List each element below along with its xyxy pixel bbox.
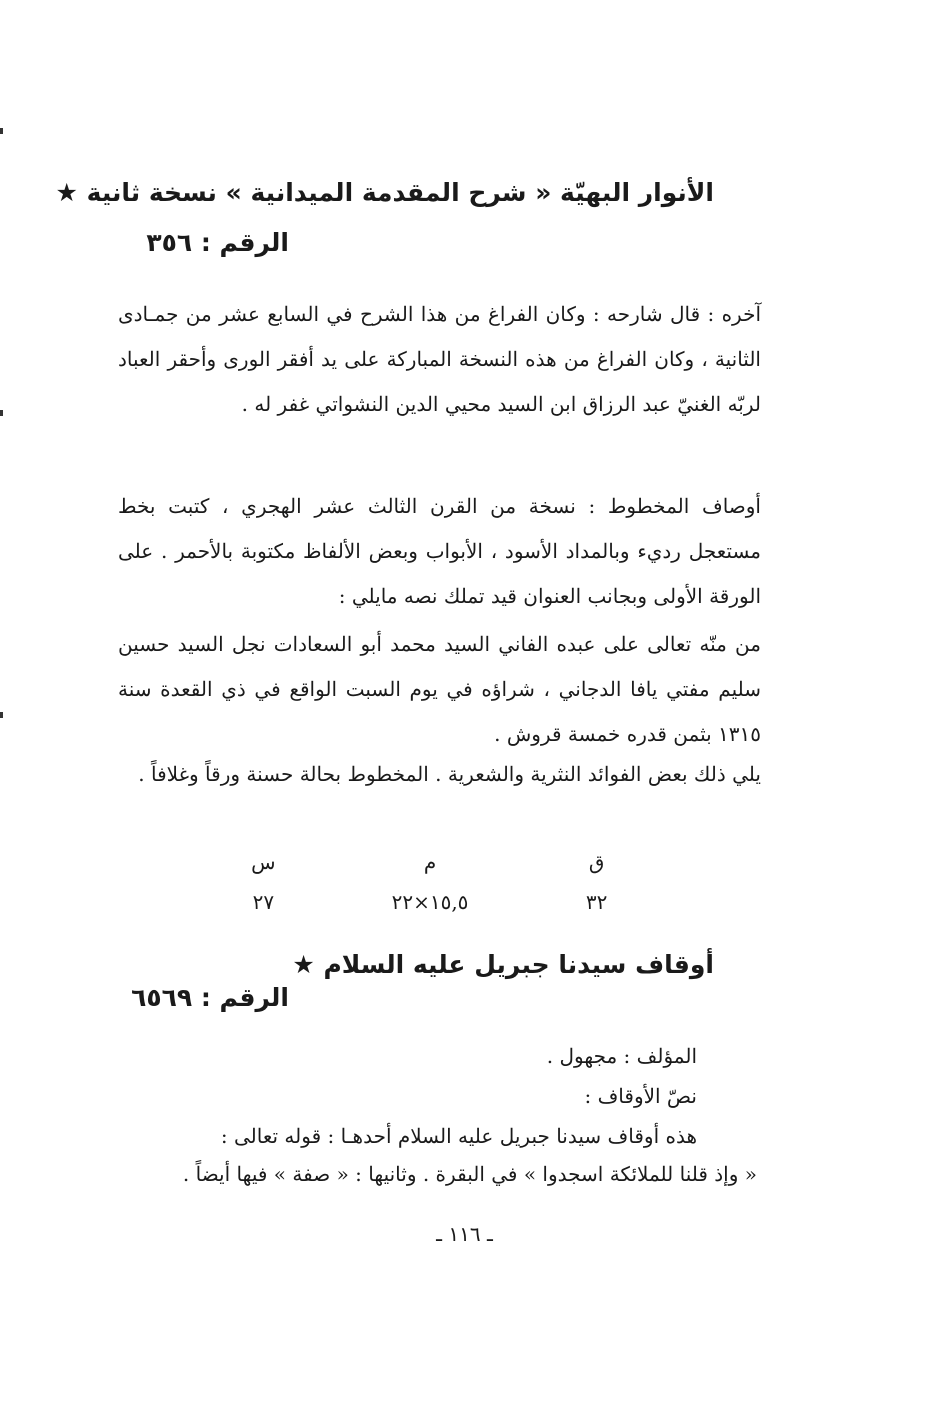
manuscript-description-paragraph: أوصاف المخطوط : نسخة من القرن الثالث عشر الهجري ، كتبت بخط مستعجل رديء وبالمداد الأسود ، الأبواب وبعض الألفاظ مكتوبة بالأحمر . على الورقة الأولى وبجانب العنوان قيد تملك نصه مايلي : (118, 494, 761, 608)
entry-ending-paragraph: آخره : قال شارحه : وكان الفراغ من هذا الشرح في السابع عشر من جمـادى الثانية ، وكان الفراغ من هذه النسخة المباركة على يد أفقر الورى وأحقر العباد لربّه الغنيّ عبد الرزاق ابن السيد محيي الدين النشواتي غفر له . (118, 302, 761, 416)
scan-mark (0, 410, 3, 416)
entry-number: الرقم : ٣٥٦ (146, 228, 289, 257)
dimension-value: ٢٧ (252, 890, 275, 914)
dimension-value: ١٥,٥×٢٢ (391, 890, 469, 914)
entry-title: أوقاف سيدنا جبريل عليه السلام ★ (292, 950, 714, 979)
text-label: نصّ الأوقاف : (584, 1084, 697, 1108)
scan-mark (0, 712, 3, 718)
entry-title: الأنوار البهيّة « شرح المقدمة الميدانية » نسخة ثانية ★ (55, 178, 714, 207)
dimensions-table (180, 842, 680, 922)
dimension-value: ٣٢ (585, 890, 608, 914)
condition-paragraph: يلي ذلك بعض الفوائد النثرية والشعرية . المخطوط بحالة حسنة ورقاً وغلافاً . (138, 762, 761, 786)
entry-number: الرقم : ٦٥٦٩ (131, 983, 289, 1012)
text-line: « وإذ قلنا للملائكة اسجدوا » في البقرة . وثانيها : « صفة » فيها أيضاً . (182, 1162, 757, 1186)
page-number: ـ ١١٦ ـ (436, 1222, 493, 1246)
text-line: هذه أوقاف سيدنا جبريل عليه السلام أحدهـا : قوله تعالى : (220, 1124, 697, 1148)
scan-mark (0, 128, 3, 134)
dimension-label: ق (588, 850, 605, 874)
dimension-label: م (423, 850, 437, 874)
ownership-note-paragraph: من منّه تعالى على عبده الفاني السيد محمد أبو السعادات نجل السيد حسين سليم مفتي يافا الدجاني ، شراؤه في يوم السبت الواقع في ذي القعدة سنة ١٣١٥ بثمن قدره خمسة قروش . (118, 632, 761, 746)
author-line: المؤلف : مجهول . (546, 1044, 697, 1068)
dimension-label: س (251, 850, 276, 874)
